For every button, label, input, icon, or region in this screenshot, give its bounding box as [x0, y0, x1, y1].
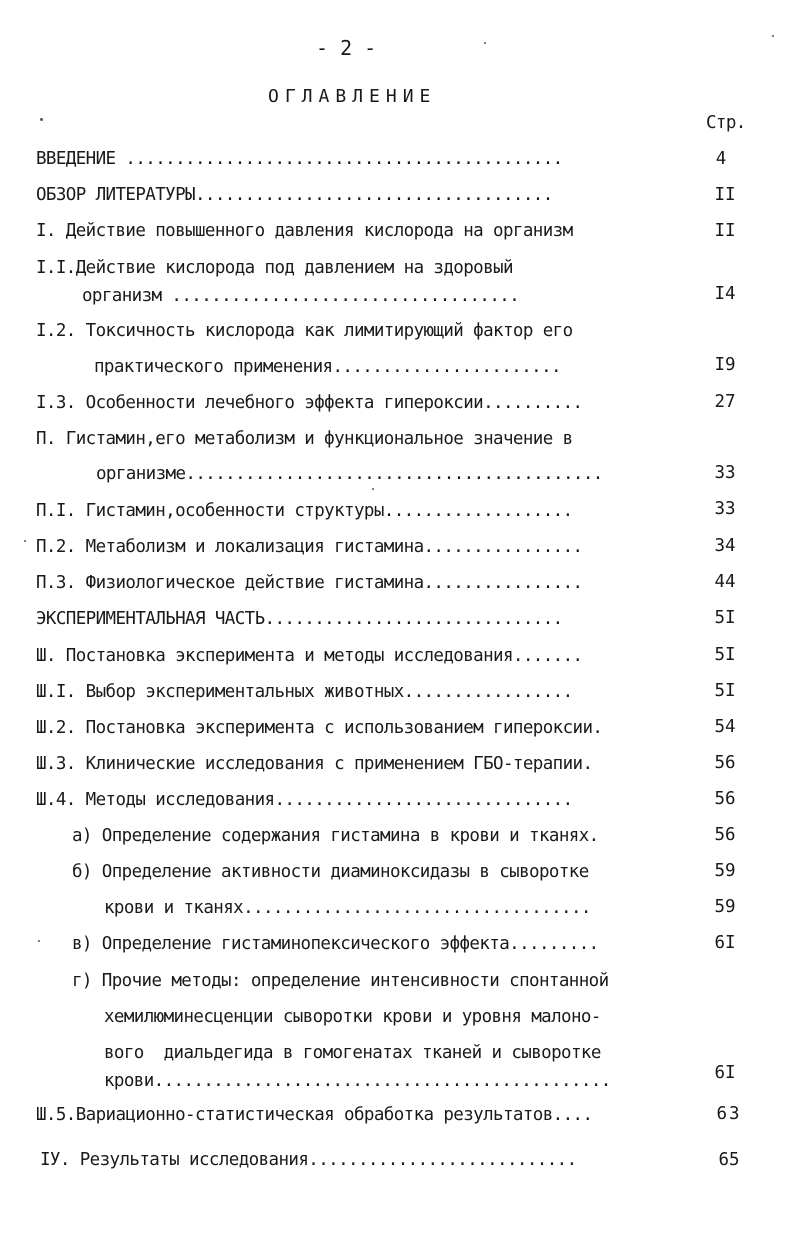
- toc-page-ref: 5I: [714, 681, 736, 701]
- toc-entry: П. Гистамин,его метаболизм и функциональное значение в: [36, 429, 573, 449]
- toc-entry: I.2. Токсичность кислорода как лимитирующий фактор его: [36, 321, 573, 341]
- toc-page-ref: 56: [714, 789, 736, 809]
- scan-speck: [24, 540, 26, 542]
- toc-entry: Ш. Постановка эксперимента и методы исследования.......: [36, 646, 583, 666]
- toc-entry: крови..............................................: [104, 1071, 611, 1091]
- toc-entry: хемилюминесценции сыворотки крови и уровня малоно-: [104, 1007, 601, 1027]
- toc-page-ref: 27: [714, 392, 736, 412]
- toc-page-ref: 33: [714, 463, 736, 483]
- toc-entry: вого диальдегида в гомогенатах тканей и сыворотке: [104, 1043, 601, 1063]
- toc-page-ref: 59: [714, 861, 736, 881]
- scan-speck: [772, 35, 774, 37]
- toc-page-ref: 5I: [714, 645, 736, 665]
- toc-entry: крови и тканях...................................: [104, 898, 591, 918]
- toc-entry: ЭКСПЕРИМЕНТАЛЬНАЯ ЧАСТЬ..............................: [36, 609, 563, 629]
- toc-page-ref: 34: [714, 536, 736, 556]
- toc-entry: а) Определение содержания гистамина в крови и тканях.: [72, 826, 599, 846]
- toc-page-ref: I9: [714, 355, 736, 375]
- toc-page-ref: 5I: [714, 608, 736, 628]
- toc-heading: ОГЛАВЛЕНИЕ: [268, 86, 437, 107]
- scan-speck: [484, 42, 486, 44]
- toc-entry: практического применения.......................: [94, 357, 561, 377]
- toc-entry: б) Определение активности диаминоксидазы в сыворотке: [72, 862, 589, 882]
- toc-page-ref: 65: [718, 1150, 740, 1170]
- toc-entry: Ш.3. Клинические исследования с применением ГБО-терапии.: [36, 754, 593, 774]
- scan-speck: [38, 940, 40, 942]
- toc-entry: П.I. Гистамин,особенности структуры...................: [36, 501, 573, 521]
- toc-entry: в) Определение гистаминопексического эффекта.........: [72, 934, 599, 954]
- toc-entry: Ш.4. Методы исследования..............................: [36, 790, 573, 810]
- toc-page-ref: 6I: [714, 1063, 736, 1083]
- toc-entry: организме..........................................: [96, 464, 603, 484]
- toc-entry: Ш.I. Выбор экспериментальных животных.................: [36, 682, 573, 702]
- toc-entry: г) Прочие методы: определение интенсивности спонтанной: [72, 971, 609, 991]
- toc-page-ref: 4: [715, 149, 727, 169]
- toc-entry: организм ...................................: [82, 286, 520, 306]
- toc-page-ref: II: [714, 185, 736, 205]
- toc-entry: ВВЕДЕНИЕ ............................................: [36, 149, 563, 169]
- toc-entry: I.3. Особенности лечебного эффекта гипероксии..........: [36, 393, 583, 413]
- toc-entry: I.I.Действие кислорода под давлением на здоровый: [36, 258, 513, 278]
- toc-entry: ОБЗОР ЛИТЕРАТУРЫ....................................: [36, 185, 553, 205]
- toc-page-ref: 63: [716, 1104, 742, 1124]
- page-number: - 2 -: [316, 36, 377, 60]
- toc-page-ref: 6I: [714, 933, 736, 953]
- toc-entry: Ш.5.Вариационно-статистическая обработка результатов....: [36, 1105, 593, 1125]
- toc-page-ref: I4: [714, 284, 736, 304]
- toc-page-ref: 56: [714, 753, 736, 773]
- toc-entry: I. Действие повышенного давления кислорода на организм: [36, 221, 573, 241]
- scan-speck: [40, 118, 43, 121]
- page-column-label: Стр.: [706, 113, 746, 133]
- toc-page-ref: 33: [714, 499, 736, 519]
- toc-entry: IУ. Результаты исследования...........................: [40, 1150, 577, 1170]
- toc-entry: П.2. Метаболизм и локализация гистамина................: [36, 537, 583, 557]
- scan-speck: [372, 488, 374, 490]
- toc-entry: Ш.2. Постановка эксперимента с использованием гипероксии.: [36, 718, 603, 738]
- toc-page-ref: 59: [714, 897, 736, 917]
- toc-entry: П.3. Физиологическое действие гистамина................: [36, 573, 583, 593]
- toc-page-ref: 54: [714, 717, 736, 737]
- toc-page-ref: 56: [714, 825, 736, 845]
- toc-page-ref: II: [714, 221, 736, 241]
- toc-page-ref: 44: [714, 572, 736, 592]
